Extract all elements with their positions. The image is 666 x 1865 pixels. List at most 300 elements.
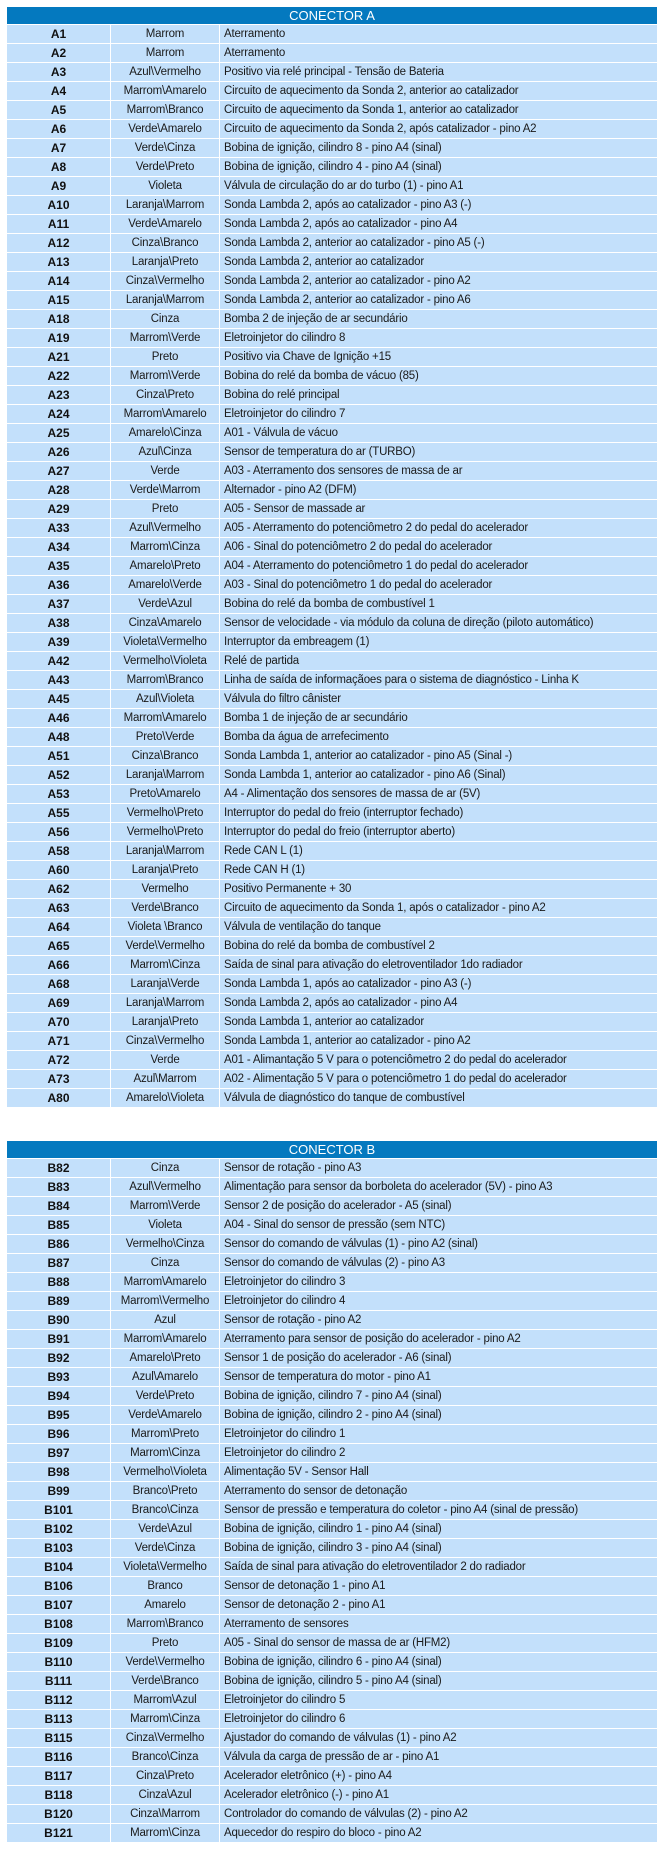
table-row xyxy=(7,1311,657,1329)
table-row xyxy=(7,652,657,670)
function-cell: Sonda Lambda 1, anterior ao catalizador - pino A5 (Sinal -) xyxy=(220,747,657,765)
pin-cell: A4 xyxy=(7,82,111,100)
table-row xyxy=(7,386,657,404)
function-cell: Eletroinjetor do cilindro 8 xyxy=(220,329,657,347)
pin-cell: B89 xyxy=(7,1292,111,1310)
connector-b-table xyxy=(7,1140,657,1843)
pin-cell: A14 xyxy=(7,272,111,290)
pin-cell: A33 xyxy=(7,519,111,537)
pin-cell: A64 xyxy=(7,918,111,936)
table-row xyxy=(7,1653,657,1671)
function-cell: Bobina do relé principal xyxy=(220,386,657,404)
wire-color-cell: Verde\Cinza xyxy=(111,139,220,157)
function-cell: Alimentação 5V - Sensor Hall xyxy=(220,1463,657,1481)
function-cell: A02 - Alimentação 5 V para o potenciômetro 1 do pedal do acelerador xyxy=(220,1070,657,1088)
function-cell: Válvula de ventilação do tanque xyxy=(220,918,657,936)
function-cell: Bobina de ignição, cilindro 1 - pino A4 (sinal) xyxy=(220,1520,657,1538)
pin-cell: A27 xyxy=(7,462,111,480)
function-cell: Aterramento xyxy=(220,25,657,43)
pin-cell: B102 xyxy=(7,1520,111,1538)
function-cell: Alimentação para sensor da borboleta do acelerador (5V) - pino A3 xyxy=(220,1178,657,1196)
function-cell: Controlador do comando de válvulas (2) - pino A2 xyxy=(220,1805,657,1823)
pin-cell: B93 xyxy=(7,1368,111,1386)
pin-cell: A7 xyxy=(7,139,111,157)
table-row xyxy=(7,443,657,461)
pin-cell: B83 xyxy=(7,1178,111,1196)
pin-cell: B87 xyxy=(7,1254,111,1272)
wire-color-cell: Cinza xyxy=(111,1254,220,1272)
pin-cell: A2 xyxy=(7,44,111,62)
pin-cell: B86 xyxy=(7,1235,111,1253)
pin-cell: A8 xyxy=(7,158,111,176)
pin-cell: A19 xyxy=(7,329,111,347)
pin-cell: B97 xyxy=(7,1444,111,1462)
table-row xyxy=(7,633,657,651)
table-row xyxy=(7,120,657,138)
connector-a-table xyxy=(7,6,657,1108)
function-cell: A01 - Alimantação 5 V para o potenciômetro 2 do pedal do acelerador xyxy=(220,1051,657,1069)
table-row xyxy=(7,1254,657,1272)
wire-color-cell: Laranja\Preto xyxy=(111,861,220,879)
wire-color-cell: Marrom\Verde xyxy=(111,1197,220,1215)
connector-b-header-row xyxy=(7,1141,657,1158)
pin-cell: B115 xyxy=(7,1729,111,1747)
wire-color-cell: Marrom\Amarelo xyxy=(111,82,220,100)
pin-cell: A34 xyxy=(7,538,111,556)
function-cell: Sonda Lambda 2, após ao catalizador - pino A3 (-) xyxy=(220,196,657,214)
table-row xyxy=(7,1501,657,1519)
function-cell: A05 - Aterramento do potenciômetro 2 do pedal do acelerador xyxy=(220,519,657,537)
wire-color-cell: Cinza\Vermelho xyxy=(111,1032,220,1050)
function-cell: Positivo via relé principal - Tensão de Bateria xyxy=(220,63,657,81)
function-cell: Eletroinjetor do cilindro 2 xyxy=(220,1444,657,1462)
pin-cell: B99 xyxy=(7,1482,111,1500)
table-row xyxy=(7,1463,657,1481)
function-cell: Bomba da água de arrefecimento xyxy=(220,728,657,746)
wire-color-cell: Verde\Branco xyxy=(111,1672,220,1690)
function-cell: Aterramento do sensor de detonação xyxy=(220,1482,657,1500)
wire-color-cell: Branco\Cinza xyxy=(111,1501,220,1519)
table-row xyxy=(7,1292,657,1310)
table-row xyxy=(7,196,657,214)
table-row xyxy=(7,500,657,518)
connector-a-header-row xyxy=(7,7,657,24)
wire-color-cell: Azul xyxy=(111,1311,220,1329)
pin-cell: A24 xyxy=(7,405,111,423)
pin-cell: A11 xyxy=(7,215,111,233)
wire-color-cell: Cinza\Branco xyxy=(111,234,220,252)
table-row xyxy=(7,899,657,917)
pin-cell: B111 xyxy=(7,1672,111,1690)
table-row xyxy=(7,424,657,442)
table-row xyxy=(7,253,657,271)
pin-cell: B101 xyxy=(7,1501,111,1519)
wire-color-cell: Verde\Amarelo xyxy=(111,120,220,138)
table-row xyxy=(7,1051,657,1069)
function-cell: Sensor do comando de válvulas (2) - pino A3 xyxy=(220,1254,657,1272)
function-cell: Sensor de temperatura do ar (TURBO) xyxy=(220,443,657,461)
connector-a-title: CONECTOR A xyxy=(7,7,657,24)
table-row xyxy=(7,1748,657,1766)
pin-cell: A15 xyxy=(7,291,111,309)
pin-cell: B92 xyxy=(7,1349,111,1367)
table-row xyxy=(7,310,657,328)
pin-cell: A18 xyxy=(7,310,111,328)
function-cell: Interruptor da embreagem (1) xyxy=(220,633,657,651)
wire-color-cell: Marrom\Cinza xyxy=(111,956,220,974)
table-row xyxy=(7,557,657,575)
function-cell: Sonda Lambda 2, anterior ao catalizador - pino A5 (-) xyxy=(220,234,657,252)
wire-color-cell: Azul\Vermelho xyxy=(111,1178,220,1196)
table-row xyxy=(7,671,657,689)
pin-cell: A68 xyxy=(7,975,111,993)
table-row xyxy=(7,481,657,499)
table-row xyxy=(7,1482,657,1500)
pin-cell: A3 xyxy=(7,63,111,81)
table-row xyxy=(7,975,657,993)
function-cell: Aquecedor do respiro do bloco - pino A2 xyxy=(220,1824,657,1842)
pin-cell: B120 xyxy=(7,1805,111,1823)
pin-cell: B108 xyxy=(7,1615,111,1633)
wire-color-cell: Preto xyxy=(111,500,220,518)
table-row xyxy=(7,614,657,632)
function-cell: Saída de sinal para ativação do eletroventilador 1do radiador xyxy=(220,956,657,974)
wire-color-cell: Cinza\Vermelho xyxy=(111,1729,220,1747)
table-row xyxy=(7,272,657,290)
table-row xyxy=(7,1520,657,1538)
function-cell: Sensor de temperatura do motor - pino A1 xyxy=(220,1368,657,1386)
function-cell: Sensor de velocidade - via módulo da coluna de direção (piloto automático) xyxy=(220,614,657,632)
wire-color-cell: Marrom\Branco xyxy=(111,1615,220,1633)
wire-color-cell: Amarelo\Preto xyxy=(111,557,220,575)
pin-cell: A5 xyxy=(7,101,111,119)
function-cell: Eletroinjetor do cilindro 1 xyxy=(220,1425,657,1443)
table-row xyxy=(7,1539,657,1557)
pin-cell: A36 xyxy=(7,576,111,594)
function-cell: Eletroinjetor do cilindro 6 xyxy=(220,1710,657,1728)
table-row xyxy=(7,1672,657,1690)
wire-color-cell: Verde\Azul xyxy=(111,1520,220,1538)
pin-cell: A55 xyxy=(7,804,111,822)
function-cell: Saída de sinal para ativação do eletroventilador 2 do radiador xyxy=(220,1558,657,1576)
pin-cell: A21 xyxy=(7,348,111,366)
pin-cell: B109 xyxy=(7,1634,111,1652)
wire-color-cell: Marrom xyxy=(111,25,220,43)
table-row xyxy=(7,1178,657,1196)
function-cell: Sensor de rotação - pino A2 xyxy=(220,1311,657,1329)
table-row xyxy=(7,1444,657,1462)
wire-color-cell: Laranja\Preto xyxy=(111,253,220,271)
table-row xyxy=(7,576,657,594)
pin-cell: A22 xyxy=(7,367,111,385)
wire-color-cell: Verde\Preto xyxy=(111,158,220,176)
table-row xyxy=(7,728,657,746)
wire-color-cell: Preto xyxy=(111,1634,220,1652)
function-cell: A03 - Aterramento dos sensores de massa de ar xyxy=(220,462,657,480)
function-cell: Sonda Lambda 1, anterior ao catalizador - pino A2 xyxy=(220,1032,657,1050)
table-row xyxy=(7,1032,657,1050)
function-cell: Eletroinjetor do cilindro 4 xyxy=(220,1292,657,1310)
wire-color-cell: Amarelo xyxy=(111,1596,220,1614)
wire-color-cell: Marrom\Branco xyxy=(111,671,220,689)
function-cell: Válvula de diagnóstico do tanque de combustível xyxy=(220,1089,657,1107)
pin-cell: A60 xyxy=(7,861,111,879)
pin-cell: B88 xyxy=(7,1273,111,1291)
wire-color-cell: Vermelho\Violeta xyxy=(111,652,220,670)
wire-color-cell: Marrom\Vermelho xyxy=(111,1292,220,1310)
wire-color-cell: Marrom\Amarelo xyxy=(111,1273,220,1291)
wire-color-cell: Marrom\Verde xyxy=(111,329,220,347)
wire-color-cell: Vermelho\Preto xyxy=(111,804,220,822)
table-row xyxy=(7,82,657,100)
pin-cell: A9 xyxy=(7,177,111,195)
table-row xyxy=(7,1349,657,1367)
table-row xyxy=(7,842,657,860)
function-cell: Eletroinjetor do cilindro 3 xyxy=(220,1273,657,1291)
function-cell: Sonda Lambda 1, após ao catalizador - pino A3 (-) xyxy=(220,975,657,993)
pin-cell: B107 xyxy=(7,1596,111,1614)
wire-color-cell: Verde\Preto xyxy=(111,1387,220,1405)
wire-color-cell: Marrom\Preto xyxy=(111,1425,220,1443)
pin-cell: A28 xyxy=(7,481,111,499)
pin-cell: B95 xyxy=(7,1406,111,1424)
table-row xyxy=(7,1235,657,1253)
function-cell: Rede CAN H (1) xyxy=(220,861,657,879)
pin-cell: A46 xyxy=(7,709,111,727)
function-cell: A04 - Sinal do sensor de pressão (sem NTC) xyxy=(220,1216,657,1234)
wire-color-cell: Violeta xyxy=(111,1216,220,1234)
function-cell: Bobina de ignição, cilindro 4 - pino A4 (sinal) xyxy=(220,158,657,176)
function-cell: Sonda Lambda 2, anterior ao catalizador - pino A6 xyxy=(220,291,657,309)
pin-cell: A52 xyxy=(7,766,111,784)
function-cell: A03 - Sinal do potenciômetro 1 do pedal do acelerador xyxy=(220,576,657,594)
wire-color-cell: Violeta xyxy=(111,177,220,195)
pin-cell: A42 xyxy=(7,652,111,670)
function-cell: Bobina do relé da bomba de vácuo (85) xyxy=(220,367,657,385)
pin-cell: A35 xyxy=(7,557,111,575)
function-cell: Aterramento xyxy=(220,44,657,62)
table-row xyxy=(7,329,657,347)
pin-cell: A45 xyxy=(7,690,111,708)
function-cell: Sonda Lambda 1, anterior ao catalizador - pino A6 (Sinal) xyxy=(220,766,657,784)
wire-color-cell: Branco\Preto xyxy=(111,1482,220,1500)
function-cell: Aterramento de sensores xyxy=(220,1615,657,1633)
pin-cell: A58 xyxy=(7,842,111,860)
table-row xyxy=(7,1159,657,1177)
pin-cell: A1 xyxy=(7,25,111,43)
function-cell: Sensor de detonação 1 - pino A1 xyxy=(220,1577,657,1595)
table-row xyxy=(7,63,657,81)
wire-color-cell: Amarelo\Preto xyxy=(111,1349,220,1367)
pin-cell: A72 xyxy=(7,1051,111,1069)
table-row xyxy=(7,861,657,879)
table-row xyxy=(7,405,657,423)
pin-cell: B84 xyxy=(7,1197,111,1215)
wire-color-cell: Verde\Marrom xyxy=(111,481,220,499)
wire-color-cell: Verde xyxy=(111,1051,220,1069)
wire-color-cell: Azul\Marrom xyxy=(111,1070,220,1088)
wire-color-cell: Verde\Azul xyxy=(111,595,220,613)
pin-cell: A73 xyxy=(7,1070,111,1088)
table-row xyxy=(7,880,657,898)
pin-cell: B103 xyxy=(7,1539,111,1557)
function-cell: Válvula de circulação do ar do turbo (1) - pino A1 xyxy=(220,177,657,195)
pin-cell: B96 xyxy=(7,1425,111,1443)
pin-cell: B116 xyxy=(7,1748,111,1766)
wire-color-cell: Marrom\Cinza xyxy=(111,1710,220,1728)
table-row xyxy=(7,139,657,157)
wire-color-cell: Laranja\Preto xyxy=(111,1013,220,1031)
pin-cell: B112 xyxy=(7,1691,111,1709)
wire-color-cell: Azul\Vermelho xyxy=(111,519,220,537)
function-cell: Bomba 2 de injeção de ar secundário xyxy=(220,310,657,328)
table-row xyxy=(7,804,657,822)
function-cell: Sensor de pressão e temperatura do coletor - pino A4 (sinal de pressão) xyxy=(220,1501,657,1519)
function-cell: Interruptor do pedal do freio (interruptor fechado) xyxy=(220,804,657,822)
pin-cell: A51 xyxy=(7,747,111,765)
pin-cell: B104 xyxy=(7,1558,111,1576)
table-row xyxy=(7,1216,657,1234)
function-cell: Interruptor do pedal do freio (interruptor aberto) xyxy=(220,823,657,841)
pin-cell: A25 xyxy=(7,424,111,442)
function-cell: Linha de saída de informaçãoes para o sistema de diagnóstico - Linha K xyxy=(220,671,657,689)
pin-cell: A69 xyxy=(7,994,111,1012)
table-row xyxy=(7,1615,657,1633)
table-row xyxy=(7,994,657,1012)
wire-color-cell: Verde\Amarelo xyxy=(111,1406,220,1424)
function-cell: Bobina de ignição, cilindro 3 - pino A4 (sinal) xyxy=(220,1539,657,1557)
wire-color-cell: Azul\Amarelo xyxy=(111,1368,220,1386)
function-cell: Acelerador eletrônico (+) - pino A4 xyxy=(220,1767,657,1785)
table-row xyxy=(7,44,657,62)
wire-color-cell: Verde xyxy=(111,462,220,480)
function-cell: Acelerador eletrônico (-) - pino A1 xyxy=(220,1786,657,1804)
pin-cell: B91 xyxy=(7,1330,111,1348)
function-cell: Sonda Lambda 1, anterior ao catalizador xyxy=(220,1013,657,1031)
wire-color-cell: Vermelho\Preto xyxy=(111,823,220,841)
wire-color-cell: Amarelo\Violeta xyxy=(111,1089,220,1107)
table-row xyxy=(7,101,657,119)
function-cell: A01 - Válvula de vácuo xyxy=(220,424,657,442)
wire-color-cell: Marrom xyxy=(111,44,220,62)
function-cell: Sonda Lambda 2, após ao catalizador - pino A4 xyxy=(220,215,657,233)
function-cell: Sensor 2 de posição do acelerador - A5 (sinal) xyxy=(220,1197,657,1215)
wire-color-cell: Azul\Violeta xyxy=(111,690,220,708)
connector-b-rows xyxy=(7,1159,657,1842)
wire-color-cell: Preto xyxy=(111,348,220,366)
table-row xyxy=(7,1558,657,1576)
table-row xyxy=(7,918,657,936)
pin-cell: A38 xyxy=(7,614,111,632)
wire-color-cell: Vermelho\Cinza xyxy=(111,1235,220,1253)
wire-color-cell: Cinza\Amarelo xyxy=(111,614,220,632)
wire-color-cell: Violeta\Vermelho xyxy=(111,633,220,651)
table-row xyxy=(7,519,657,537)
pin-cell: A70 xyxy=(7,1013,111,1031)
table-row xyxy=(7,690,657,708)
table-row xyxy=(7,1197,657,1215)
pin-cell: B98 xyxy=(7,1463,111,1481)
function-cell: Válvula do filtro cânister xyxy=(220,690,657,708)
table-row xyxy=(7,348,657,366)
table-row xyxy=(7,709,657,727)
function-cell: Válvula da carga de pressão de ar - pino A1 xyxy=(220,1748,657,1766)
wire-color-cell: Branco\Cinza xyxy=(111,1748,220,1766)
table-row xyxy=(7,823,657,841)
wire-color-cell: Branco xyxy=(111,1577,220,1595)
function-cell: Circuito de aquecimento da Sonda 2, anterior ao catalizador xyxy=(220,82,657,100)
connector-b-title: CONECTOR B xyxy=(7,1141,657,1158)
table-row xyxy=(7,1691,657,1709)
table-row xyxy=(7,1330,657,1348)
function-cell: Sensor de detonação 2 - pino A1 xyxy=(220,1596,657,1614)
table-row xyxy=(7,1577,657,1595)
wire-color-cell: Marrom\Cinza xyxy=(111,1444,220,1462)
function-cell: Rede CAN L (1) xyxy=(220,842,657,860)
table-row xyxy=(7,1273,657,1291)
pin-cell: A39 xyxy=(7,633,111,651)
table-row xyxy=(7,177,657,195)
wire-color-cell: Amarelo\Verde xyxy=(111,576,220,594)
function-cell: Bobina do relé da bomba de combustível 2 xyxy=(220,937,657,955)
function-cell: Ajustador do comando de válvulas (1) - pino A2 xyxy=(220,1729,657,1747)
pin-cell: A56 xyxy=(7,823,111,841)
table-row xyxy=(7,1425,657,1443)
wire-color-cell: Cinza\Vermelho xyxy=(111,272,220,290)
wire-color-cell: Laranja\Marrom xyxy=(111,994,220,1012)
wire-color-cell: Cinza\Azul xyxy=(111,1786,220,1804)
function-cell: A06 - Sinal do potenciômetro 2 do pedal do acelerador xyxy=(220,538,657,556)
table-row xyxy=(7,766,657,784)
function-cell: Sensor do comando de válvulas (1) - pino A2 (sinal) xyxy=(220,1235,657,1253)
function-cell: Sonda Lambda 2, anterior ao catalizador xyxy=(220,253,657,271)
function-cell: Alternador - pino A2 (DFM) xyxy=(220,481,657,499)
wire-color-cell: Verde\Vermelho xyxy=(111,937,220,955)
wire-color-cell: Marrom\Cinza xyxy=(111,538,220,556)
table-row xyxy=(7,1013,657,1031)
wire-color-cell: Cinza\Branco xyxy=(111,747,220,765)
table-row xyxy=(7,1406,657,1424)
table-row xyxy=(7,1729,657,1747)
function-cell: Bobina de ignição, cilindro 6 - pino A4 (sinal) xyxy=(220,1653,657,1671)
table-row xyxy=(7,595,657,613)
function-cell: Bobina de ignição, cilindro 8 - pino A4 (sinal) xyxy=(220,139,657,157)
function-cell: Positivo via Chave de Ignição +15 xyxy=(220,348,657,366)
function-cell: Sonda Lambda 2, anterior ao catalizador - pino A2 xyxy=(220,272,657,290)
table-row xyxy=(7,1596,657,1614)
pin-cell: A71 xyxy=(7,1032,111,1050)
pin-cell: A66 xyxy=(7,956,111,974)
pin-cell: A43 xyxy=(7,671,111,689)
function-cell: Bobina de ignição, cilindro 5 - pino A4 (sinal) xyxy=(220,1672,657,1690)
pin-cell: A37 xyxy=(7,595,111,613)
table-row xyxy=(7,1786,657,1804)
wire-color-cell: Cinza xyxy=(111,1159,220,1177)
table-row xyxy=(7,538,657,556)
pin-cell: A13 xyxy=(7,253,111,271)
wire-color-cell: Laranja\Marrom xyxy=(111,766,220,784)
function-cell: A05 - Sensor de massade ar xyxy=(220,500,657,518)
pin-cell: A80 xyxy=(7,1089,111,1107)
function-cell: Bobina do relé da bomba de combustível 1 xyxy=(220,595,657,613)
wire-color-cell: Cinza\Marrom xyxy=(111,1805,220,1823)
wire-color-cell: Marrom\Cinza xyxy=(111,1824,220,1842)
pin-cell: B118 xyxy=(7,1786,111,1804)
function-cell: Aterramento para sensor de posição do acelerador - pino A2 xyxy=(220,1330,657,1348)
pin-cell: B82 xyxy=(7,1159,111,1177)
wire-color-cell: Verde\Branco xyxy=(111,899,220,917)
wire-color-cell: Preto\Verde xyxy=(111,728,220,746)
